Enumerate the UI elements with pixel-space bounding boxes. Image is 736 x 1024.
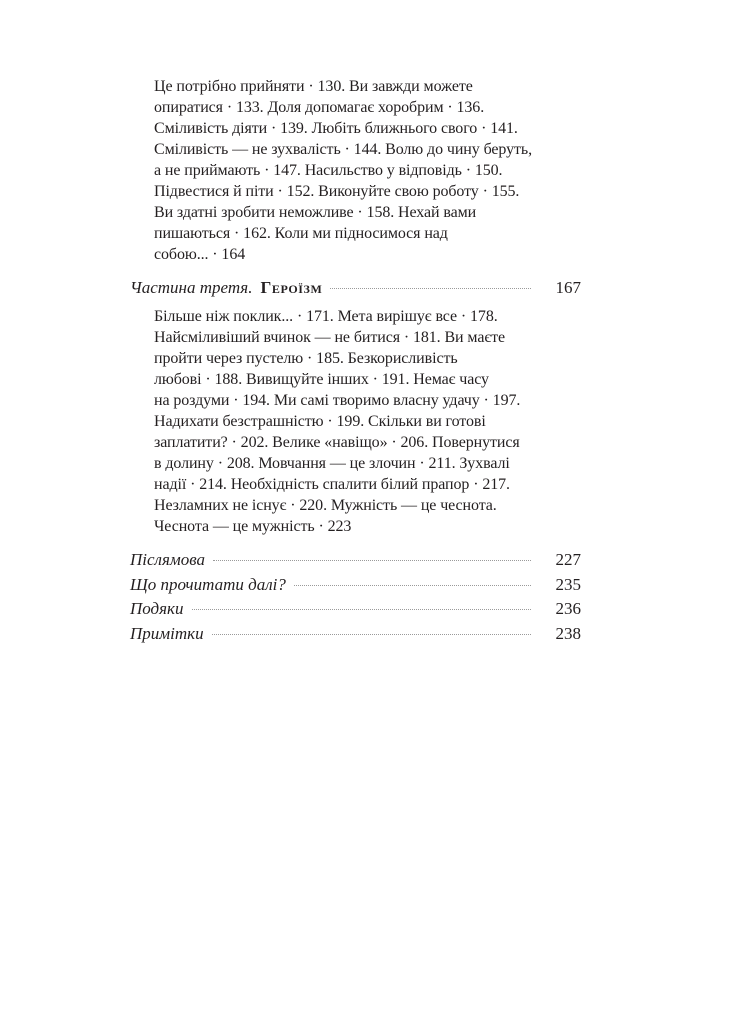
dot-leader: [294, 585, 531, 586]
dot-leader: [192, 609, 531, 610]
toc-line: Сміливість — не зухвалість · 144. Волю до чину беруть,: [154, 141, 532, 158]
toc-line: Найсміливіший вчинок — не битися · 181. Ви маєте: [154, 329, 505, 346]
toc-line: заплатити? · 202. Велике «навіщо» · 206. Повернутися: [154, 434, 520, 451]
part-title: Героїзм: [260, 278, 323, 297]
toc-line: Підвестися й піти · 152. Виконуйте свою роботу · 155.: [154, 183, 520, 200]
dot-leader: [213, 560, 531, 561]
toc-line: Незламних не існує · 220. Мужність — це чеснота.: [154, 497, 497, 514]
toc-line: а не приймають · 147. Насильство у відповідь · 150.: [154, 162, 503, 179]
toc-line: пишаються · 162. Коли ми підносимося над: [154, 225, 448, 242]
entry-title: Післямова: [130, 550, 205, 569]
dot-leader: [212, 634, 531, 635]
toc-entry-acknowledgements: [130, 599, 581, 623]
toc-line: Чеснота — це мужність · 223: [154, 518, 352, 535]
page-number: 235: [555, 575, 581, 594]
toc-line: пройти через пустелю · 185. Безкорисливість: [154, 350, 458, 367]
toc-line: опиратися · 133. Доля допомагає хоробрим · 136.: [154, 99, 485, 116]
toc-entry-part-three: [130, 278, 581, 302]
dot-leader: [330, 288, 531, 289]
toc-line: на роздуми · 194. Ми самі творимо власну удачу · 197.: [154, 392, 521, 409]
part-three-subentries: [154, 306, 554, 537]
toc-line: в долину · 208. Мовчання — це злочин · 211. Зухвалі: [154, 455, 510, 472]
page-number: 238: [555, 624, 581, 643]
entry-title: Що прочитати далі?: [130, 575, 286, 594]
toc-entry-further-reading: [130, 575, 581, 599]
toc-line: любові · 188. Вивищуйте інших · 191. Немає часу: [154, 371, 489, 388]
toc-line: надії · 214. Необхідність спалити білий прапор · 217.: [154, 476, 510, 493]
toc-line: Сміливість діяти · 139. Любіть ближнього свого · 141.: [154, 120, 518, 137]
toc-entry-afterword: [130, 550, 581, 574]
toc-line: Більше ніж поклик... · 171. Мета вирішує все · 178.: [154, 308, 498, 325]
toc-line: Надихати безстрашністю · 199. Скільки ви готові: [154, 413, 486, 430]
toc-line: Це потрібно прийняти · 130. Ви завжди можете: [154, 78, 473, 95]
toc-entry-notes: [130, 624, 581, 648]
page-number: 227: [555, 550, 581, 569]
toc-line: Ви здатні зробити неможливе · 158. Нехай вами: [154, 204, 477, 221]
toc-line: собою... · 164: [154, 246, 246, 263]
entry-title: Примітки: [130, 624, 204, 643]
page-number: 236: [555, 599, 581, 618]
part-two-subentries: [154, 76, 554, 265]
entry-title: Подяки: [130, 599, 184, 618]
part-label: Частина третя.: [130, 278, 253, 297]
page-number: 167: [555, 278, 581, 297]
